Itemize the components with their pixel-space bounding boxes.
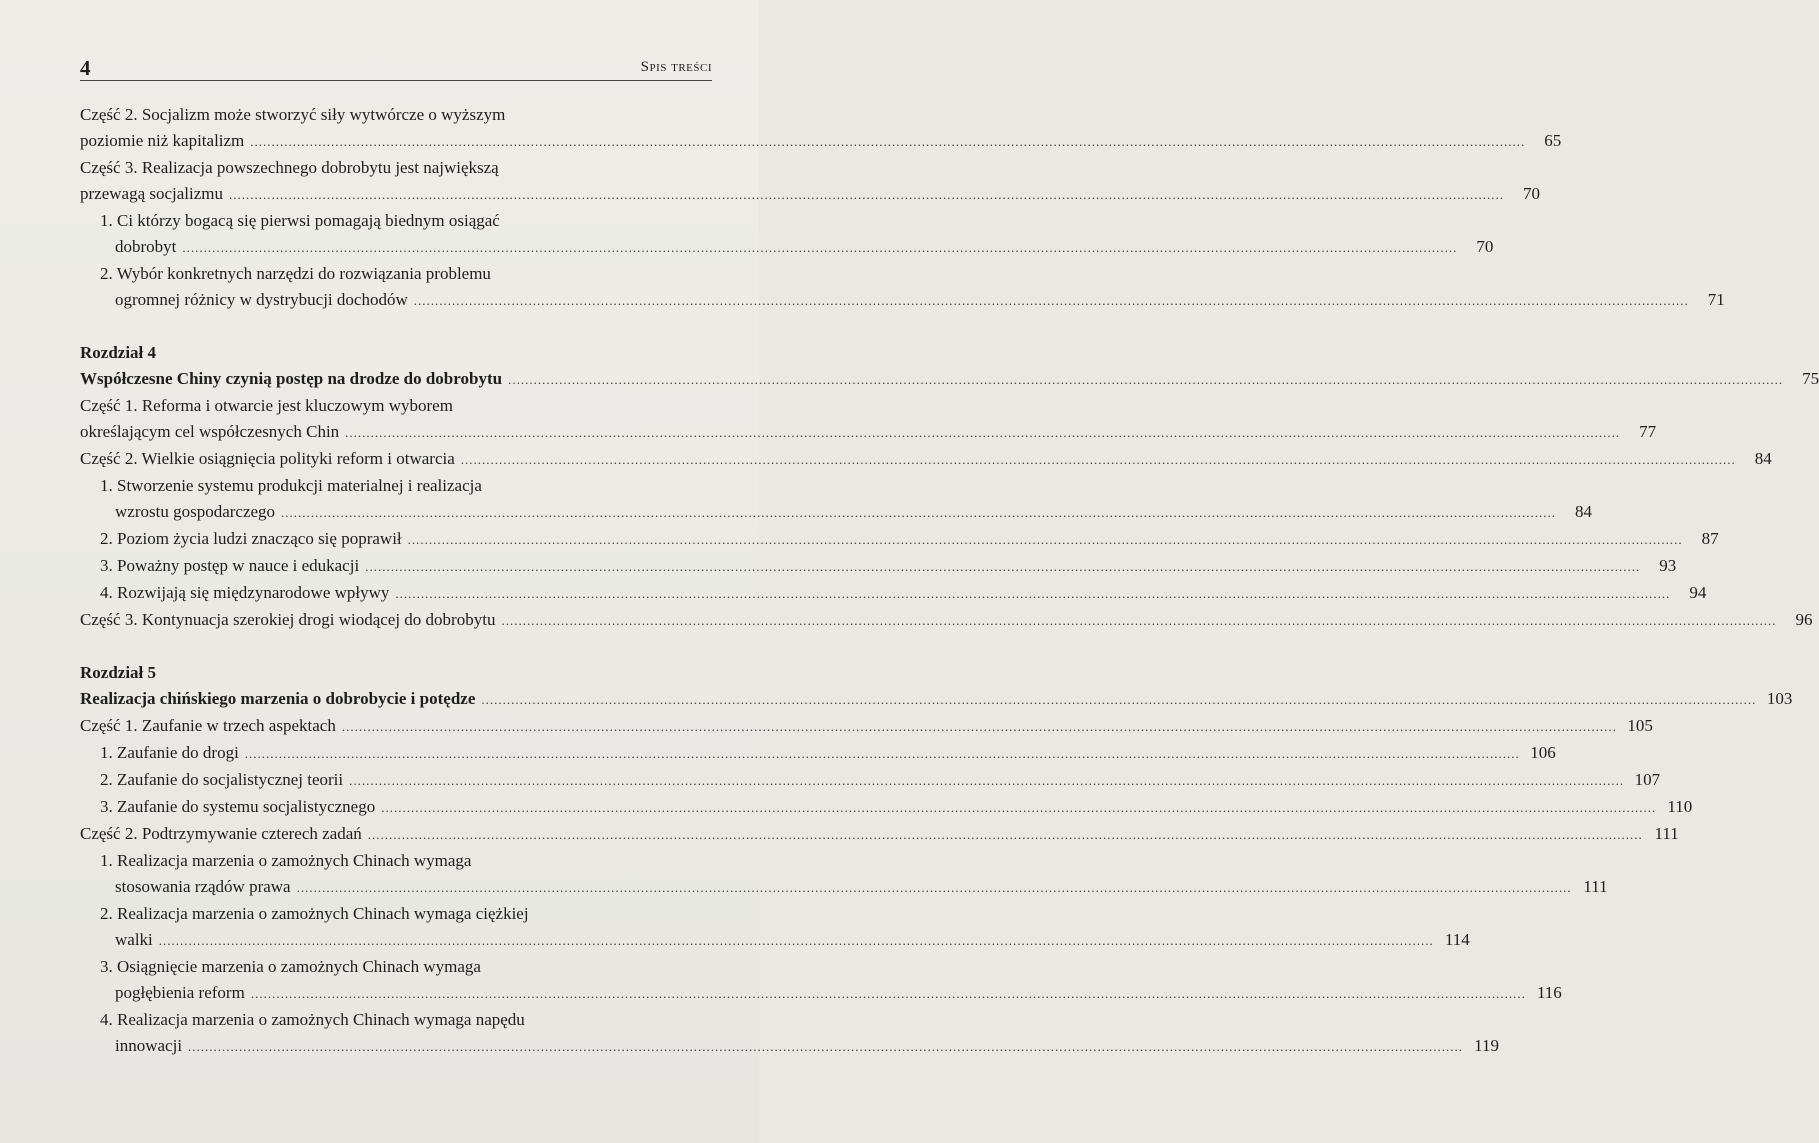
dot-leader: ............................................................................................................................................................................................................................................................................................................ xyxy=(341,719,1617,734)
dot-leader: ............................................................................................................................................................................................................................................................................................................ xyxy=(501,613,1777,628)
toc-section xyxy=(80,340,1819,634)
toc-entry[interactable] xyxy=(80,155,1541,208)
toc-entry-leader-line xyxy=(80,446,1772,473)
toc-entry[interactable] xyxy=(80,366,1819,393)
toc-page-number: 114 xyxy=(1444,930,1470,949)
toc-entry-leader-line xyxy=(80,419,1657,446)
dot-leader: ............................................................................................................................................................................................................................................................................................................ xyxy=(250,986,1526,1001)
toc-page-number: 70 xyxy=(1476,237,1494,256)
toc-entry-title: 2. Zaufanie do socjalistycznej teorii xyxy=(100,770,344,789)
chapter-label: Rozdział 5 xyxy=(80,663,157,682)
toc-entry-title: walki xyxy=(115,930,153,949)
dot-leader: ............................................................................................................................................................................................................................................................................................................ xyxy=(182,240,1458,255)
toc-entry-title: Część 3. Kontynuacja szerokiej drogi wiodącej do dobrobytu xyxy=(80,610,496,629)
dot-leader: ............................................................................................................................................................................................................................................................................................................ xyxy=(281,505,1557,520)
toc-page-number: 111 xyxy=(1583,877,1608,896)
toc-page-number: 77 xyxy=(1639,422,1657,441)
toc-page-number: 110 xyxy=(1667,797,1693,816)
dot-leader: ............................................................................................................................................................................................................................................................................................................ xyxy=(296,880,1572,895)
toc-entry-leader-line xyxy=(100,499,1593,526)
toc-entry-leader-line xyxy=(100,526,1719,553)
toc-entry[interactable] xyxy=(80,686,1793,713)
toc-entry-leader-line xyxy=(100,980,1562,1007)
toc-entry-title: 4. Rozwijają się międzynarodowe wpływy xyxy=(100,583,390,602)
toc-entry[interactable] xyxy=(80,208,1494,261)
toc-entry-leader-line xyxy=(100,767,1661,794)
dot-leader: ............................................................................................................................................................................................................................................................................................................ xyxy=(158,933,1434,948)
toc-section xyxy=(80,102,1725,314)
toc-entry-title: 3. Poważny postęp w nauce i edukacji xyxy=(100,556,360,575)
dot-leader: ............................................................................................................................................................................................................................................................................................................ xyxy=(349,773,1625,788)
toc-entry-title: określającym cel współczesnych Chin xyxy=(80,422,340,441)
toc-entry-line: Część 1. Reforma i otwarcie jest kluczowym wyborem xyxy=(80,396,453,415)
toc-entry-title: 3. Zaufanie do systemu socjalistycznego xyxy=(100,797,376,816)
dot-leader: ............................................................................................................................................................................................................................................................................................................ xyxy=(481,692,1757,707)
toc-page-number: 116 xyxy=(1536,983,1562,1002)
dot-leader: ............................................................................................................................................................................................................................................................................................................ xyxy=(244,746,1520,761)
toc-entry-leader-line xyxy=(80,181,1541,208)
dot-leader: ............................................................................................................................................................................................................................................................................................................ xyxy=(460,452,1736,467)
chapter-label: Rozdział 4 xyxy=(80,343,157,362)
toc-entry-title: pogłębienia reform xyxy=(115,983,245,1002)
toc-page-number: 106 xyxy=(1530,743,1556,762)
toc-entry-line: 1. Realizacja marzenia o zamożnych Chinach wymaga xyxy=(100,851,472,870)
toc-entry-title: ogromnej różnicy w dystrybucji dochodów xyxy=(115,290,408,309)
toc-entry-leader-line xyxy=(80,686,1793,713)
dot-leader: ............................................................................................................................................................................................................................................................................................................ xyxy=(188,1039,1464,1054)
toc-entry-line: 4. Realizacja marzenia o zamożnych Chinach wymaga napędu xyxy=(100,1010,525,1029)
toc-entry[interactable] xyxy=(80,794,1693,821)
toc-entry-leader-line xyxy=(100,874,1608,901)
toc-entry[interactable] xyxy=(80,954,1562,1007)
toc-entry-title: wzrostu gospodarczego xyxy=(115,502,276,521)
toc-page-number: 103 xyxy=(1766,689,1793,708)
toc-entry-line: 3. Osiągnięcie marzenia o zamożnych Chinach wymaga xyxy=(100,957,481,976)
toc-entry-leader-line xyxy=(100,794,1693,821)
toc-entry-leader-line xyxy=(80,713,1653,740)
toc-entry-title: 1. Zaufanie do drogi xyxy=(100,743,239,762)
toc-entry-leader-line xyxy=(100,234,1494,261)
toc-entry-title: poziomie niż kapitalizm xyxy=(80,131,245,150)
toc-entry[interactable] xyxy=(80,767,1661,794)
toc-page-number: 111 xyxy=(1654,824,1679,843)
dot-leader: ............................................................................................................................................................................................................................................................................................................ xyxy=(365,559,1641,574)
dot-leader: ............................................................................................................................................................................................................................................................................................................ xyxy=(395,586,1671,601)
toc-entry-leader-line xyxy=(100,927,1470,954)
toc-entry[interactable] xyxy=(80,848,1608,901)
toc-entry[interactable] xyxy=(80,393,1657,446)
toc-entry-leader-line xyxy=(80,128,1562,155)
toc-entry-title: Współczesne Chiny czynią postęp na drodze do dobrobytu xyxy=(80,369,503,388)
toc-page-number: 93 xyxy=(1659,556,1677,575)
dot-leader: ............................................................................................................................................................................................................................................................................................................ xyxy=(229,187,1505,202)
toc-page-number: 84 xyxy=(1754,449,1772,468)
toc-entry-leader-line xyxy=(100,740,1556,767)
toc-page-number: 84 xyxy=(1575,502,1593,521)
toc-page-number: 75 xyxy=(1802,369,1819,388)
toc-page-number: 96 xyxy=(1795,610,1813,629)
toc-section xyxy=(80,660,1793,1060)
toc-entry-title: Część 2. Podtrzymywanie czterech zadań xyxy=(80,824,362,843)
toc-entry-line: 2. Realizacja marzenia o zamożnych Chinach wymaga ciężkiej xyxy=(100,904,529,923)
toc-page-number: 107 xyxy=(1634,770,1661,789)
toc-entry-line: 1. Ci którzy bogacą się pierwsi pomagają biednym osiągać xyxy=(100,211,500,230)
toc-entry-line: Część 3. Realizacja powszechnego dobrobytu jest największą xyxy=(80,158,499,177)
toc-entry[interactable] xyxy=(80,713,1653,740)
dot-leader: ............................................................................................................................................................................................................................................................................................................ xyxy=(508,372,1784,387)
toc-page-number: 119 xyxy=(1474,1036,1500,1055)
toc-entry-line: Część 2. Socjalizm może stworzyć siły wytwórcze o wyższym xyxy=(80,105,506,124)
page-header xyxy=(80,56,712,82)
toc-entry[interactable] xyxy=(80,102,1562,155)
toc-entry-leader-line xyxy=(80,607,1813,634)
toc-entry-leader-line xyxy=(100,287,1725,314)
dot-leader: ............................................................................................................................................................................................................................................................................................................ xyxy=(413,293,1689,308)
dot-leader: ............................................................................................................................................................................................................................................................................................................ xyxy=(367,827,1643,842)
toc-entry-leader-line xyxy=(100,580,1707,607)
toc-page-number: 70 xyxy=(1523,184,1541,203)
toc-entry[interactable] xyxy=(80,473,1593,526)
toc-entry-title: przewagą socjalizmu xyxy=(80,184,224,203)
running-head: Spis treści xyxy=(640,59,712,75)
table-of-contents xyxy=(80,102,1819,1060)
toc-page-number: 71 xyxy=(1707,290,1725,309)
toc-entry-leader-line xyxy=(100,1033,1500,1060)
toc-entry[interactable] xyxy=(80,580,1707,607)
toc-entry[interactable] xyxy=(80,1007,1500,1060)
toc-entry[interactable] xyxy=(80,740,1556,767)
dot-leader: ............................................................................................................................................................................................................................................................................................................ xyxy=(407,532,1683,547)
toc-entry-line: 1. Stworzenie systemu produkcji materialnej i realizacja xyxy=(100,476,482,495)
header-rule xyxy=(80,80,712,81)
dot-leader: ............................................................................................................................................................................................................................................................................................................ xyxy=(381,800,1657,815)
toc-entry[interactable] xyxy=(80,607,1813,634)
toc-entry[interactable] xyxy=(80,901,1470,954)
page-number: 4 xyxy=(80,56,91,80)
toc-entry-title: 2. Poziom życia ludzi znacząco się poprawił xyxy=(100,529,402,548)
toc-entry-title: stosowania rządów prawa xyxy=(115,877,291,896)
toc-entry-title: Część 2. Wielkie osiągnięcia polityki reform i otwarcia xyxy=(80,449,455,468)
toc-page-number: 65 xyxy=(1544,131,1562,150)
toc-entry-title: innowacji xyxy=(115,1036,183,1055)
toc-entry[interactable] xyxy=(80,553,1677,580)
toc-entry-leader-line xyxy=(80,366,1819,393)
toc-entry[interactable] xyxy=(80,446,1772,473)
toc-page-number: 105 xyxy=(1627,716,1653,735)
toc-entry-line: 2. Wybór konkretnych narzędzi do rozwiązania problemu xyxy=(100,264,491,283)
toc-entry-title: dobrobyt xyxy=(115,237,177,256)
toc-entry-leader-line xyxy=(80,821,1679,848)
toc-entry-leader-line xyxy=(100,553,1677,580)
toc-entry-title: Realizacja chińskiego marzenia o dobrobycie i potędze xyxy=(80,689,476,708)
toc-entry[interactable] xyxy=(80,526,1719,553)
toc-entry[interactable] xyxy=(80,821,1679,848)
toc-entry[interactable] xyxy=(80,261,1725,314)
toc-entry-title: Część 1. Zaufanie w trzech aspektach xyxy=(80,716,336,735)
toc-page-number: 87 xyxy=(1701,529,1719,548)
dot-leader: ............................................................................................................................................................................................................................................................................................................ xyxy=(345,425,1621,440)
dot-leader: ............................................................................................................................................................................................................................................................................................................ xyxy=(250,134,1526,149)
toc-page-number: 94 xyxy=(1689,583,1707,602)
